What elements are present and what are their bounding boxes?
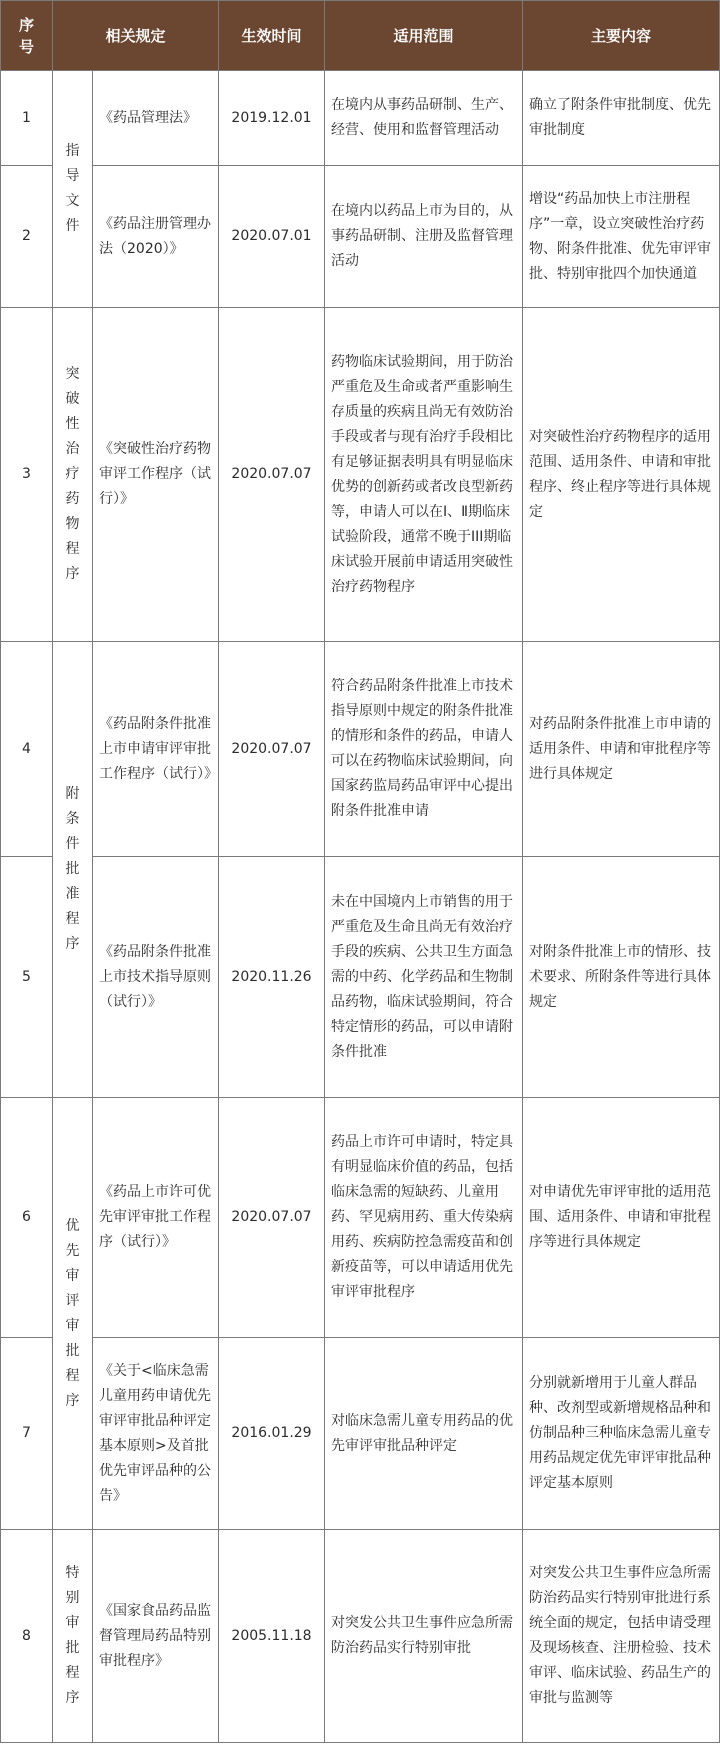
- content-cell: 对突破性治疗药物程序的适用范围、适用条件、申请和审批程序、终止程序等进行具体规定: [523, 308, 720, 642]
- category-label: 突破性治疗药物程序: [65, 366, 80, 582]
- date-cell: 2005.11.18: [219, 1530, 325, 1743]
- row-number: 8: [1, 1530, 53, 1743]
- table-row: [1, 642, 720, 857]
- scope-cell: 对突发公共卫生事件应急所需防治药品实行特别审批: [325, 1530, 523, 1743]
- regulation-cell: 《药品管理法》: [93, 71, 219, 166]
- row-number: 4: [1, 642, 53, 857]
- regulation-cell: 《突破性治疗药物审评工作程序（试行）》: [93, 308, 219, 642]
- date-cell: 2019.12.01: [219, 71, 325, 166]
- table-row: [1, 71, 720, 166]
- row-number: 7: [1, 1338, 53, 1530]
- scope-cell: 对临床急需儿童专用药品的优先审评审批品种评定: [325, 1338, 523, 1530]
- content-cell: 对突发公共卫生事件应急所需防治药品实行特别审批进行系统全面的规定，包括申请受理及现场核查、注册检验、技术审评、临床试验、药品生产的审批与监测等: [523, 1530, 720, 1743]
- regulation-cell: 《药品附条件批准上市技术指导原则（试行）》: [93, 857, 219, 1098]
- content-cell: 增设“药品加快上市注册程序”一章，设立突破性治疗药物、附条件批准、优先审评审批、特别审批四个加快通道: [523, 166, 720, 308]
- header-date: 生效时间: [219, 1, 325, 71]
- row-number: 6: [1, 1098, 53, 1338]
- scope-cell: 药物临床试验期间，用于防治严重危及生命或者严重影响生存质量的疾病且尚无有效防治手段或者与现有治疗手段相比有足够证据表明具有明显临床优势的创新药或者改良型新药等，申请人可以在Ⅰ、Ⅱ期临床试验阶段，通常不晚于III期临床试验开展前申请适用突破性治疗药物程序: [325, 308, 523, 642]
- table-row: [1, 1338, 720, 1530]
- row-number: 1: [1, 71, 53, 166]
- table-row: [1, 1530, 720, 1743]
- category-cell: [53, 1098, 93, 1530]
- content-cell: 对药品附条件批准上市申请的适用条件、申请和审批程序等进行具体规定: [523, 642, 720, 857]
- date-cell: 2020.11.26: [219, 857, 325, 1098]
- date-cell: 2020.07.07: [219, 1098, 325, 1338]
- row-number: 5: [1, 857, 53, 1098]
- date-cell: 2020.07.07: [219, 308, 325, 642]
- header-num: 序号: [1, 1, 53, 71]
- date-cell: 2020.07.07: [219, 642, 325, 857]
- category-cell: [53, 642, 93, 1098]
- regulation-cell: 《药品附条件批准上市申请审评审批工作程序（试行）》: [93, 642, 219, 857]
- regulation-cell: 《药品注册管理办法（2020）》: [93, 166, 219, 308]
- row-number: 3: [1, 308, 53, 642]
- table-row: [1, 857, 720, 1098]
- table-row: [1, 308, 720, 642]
- category-cell: [53, 308, 93, 642]
- table-row: [1, 1098, 720, 1338]
- row-number: 2: [1, 166, 53, 308]
- scope-cell: 药品上市许可申请时，特定具有明显临床价值的药品，包括临床急需的短缺药、儿童用药、罕见病用药、重大传染病用药、疾病防控急需疫苗和创新疫苗等，可以申请适用优先审评审批程序: [325, 1098, 523, 1338]
- table-row: [1, 166, 720, 308]
- header-row: [1, 1, 720, 71]
- header-scope: 适用范围: [325, 1, 523, 71]
- content-cell: 确立了附条件审批制度、优先审批制度: [523, 71, 720, 166]
- regulation-cell: 《国家食品药品监督管理局药品特别审批程序》: [93, 1530, 219, 1743]
- content-cell: 对申请优先审评审批的适用范围、适用条件、申请和审批程序等进行具体规定: [523, 1098, 720, 1338]
- scope-cell: 在境内以药品上市为目的，从事药品研制、注册及监督管理活动: [325, 166, 523, 308]
- content-cell: 分别就新增用于儿童人群品种、改剂型或新增规格品种和仿制品种三种临床急需儿童专用药品规定优先审评审批品种评定基本原则: [523, 1338, 720, 1530]
- date-cell: 2020.07.01: [219, 166, 325, 308]
- category-label: 附条件批准程序: [65, 786, 80, 952]
- category-cell: [53, 1530, 93, 1743]
- scope-cell: 在境内从事药品研制、生产、经营、使用和监督管理活动: [325, 71, 523, 166]
- category-label: 优先审评审批程序: [65, 1217, 80, 1409]
- scope-cell: 未在中国境内上市销售的用于严重危及生命且尚无有效治疗手段的疾病、公共卫生方面急需的中药、化学药品和生物制品药物，临床试验期间，符合特定情形的药品，可以申请附条件批准: [325, 857, 523, 1098]
- regulation-cell: 《关于<临床急需儿童用药申请优先审评审批品种评定基本原则>及首批优先审评品种的公告》: [93, 1338, 219, 1530]
- category-cell: [53, 71, 93, 308]
- category-label: 特别审批程序: [65, 1565, 80, 1706]
- header-content: 主要内容: [523, 1, 720, 71]
- scope-cell: 符合药品附条件批准上市技术指导原则中规定的附条件批准的情形和条件的药品，申请人可以在药物临床试验期间，向国家药监局药品审评中心提出附条件批准申请: [325, 642, 523, 857]
- date-cell: 2016.01.29: [219, 1338, 325, 1530]
- regulation-cell: 《药品上市许可优先审评审批工作程序（试行）》: [93, 1098, 219, 1338]
- category-label: 指导文件: [65, 143, 80, 234]
- header-regulation: 相关规定: [53, 1, 219, 71]
- content-cell: 对附条件批准上市的情形、技术要求、所附条件等进行具体规定: [523, 857, 720, 1098]
